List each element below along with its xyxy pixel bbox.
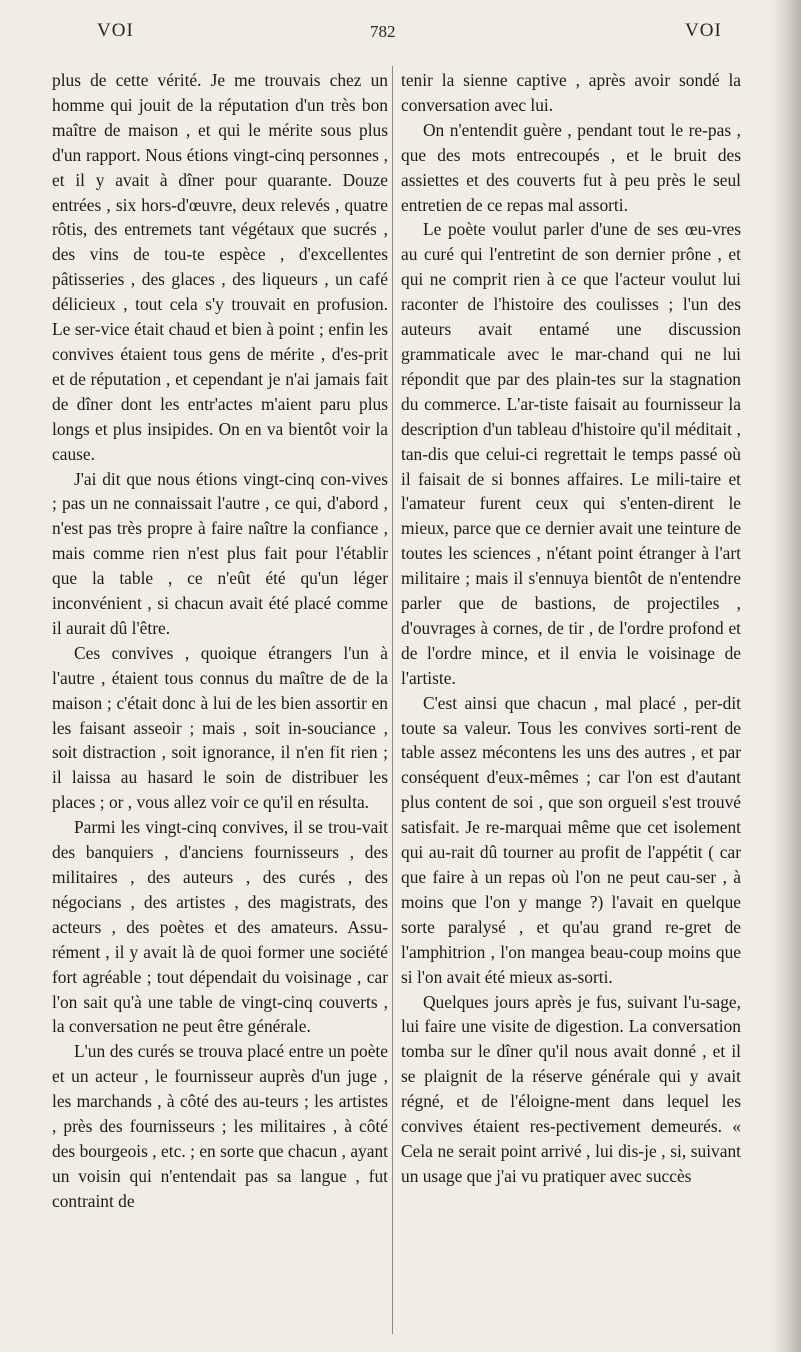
paragraph: tenir la sienne captive , après avoir sondé la conversation avec lui.	[401, 70, 741, 115]
header-left-word: VOI	[97, 20, 134, 41]
right-column	[401, 68, 741, 1189]
paragraph: Ces convives , quoique étrangers l'un à l'autre , étaient tous connus du maître de de la maison ; c'était donc à lui de les bien assortir en les faisant asseoir ; mais , soit in-souciance , soit distraction , soit ignorance, il n'en fit rien ; il laissa au hasard le soin de distribuer les places ; or , vous allez voir ce qu'il en résulta.	[52, 642, 388, 813]
left-column	[52, 68, 388, 1214]
paragraph: C'est ainsi que chacun , mal placé , per-dit toute sa valeur. Tous les convives sorti-rent de table assez mécontens les uns des autres , et par conséquent d'eux-mêmes ; car l'on est d'autant plus content de soi , que son orgueil s'est trouvé satisfait. Je re-marquai même que cet isolement qui au-rait dû tourner au profit de l'appétit ( car que faire à un repas où l'on ne peut cau-ser , à moins que l'on y mange ?) l'avait en quelque sorte paralysé , et qu'au grand re-gret de l'amphitrion , l'on mangea beau-coup moins que si l'on avait été mieux as-sorti.	[401, 692, 741, 987]
paragraph: L'un des curés se trouva placé entre un poète et un acteur , le fournisseur auprès d'un juge , les marchands , à côté des au-teurs ; les artistes , près des fournisseurs ; les militaires , à côté des bourgeois , etc. ; en sorte que chacun , ayant un voisin qui n'entendait pas sa langue , fut contraint de	[52, 1041, 388, 1211]
column-divider	[392, 66, 393, 1334]
header-right-word: VOI	[685, 20, 722, 41]
paragraph: Quelques jours après je fus, suivant l'u-sage, lui faire une visite de digestion. La conversation tomba sur le dîner qu'il nous avait donné , et il se plaignit de la réserve générale qui y avait régné, et de l'éloigne-ment dans lequel les convives étaient res-pectivement demeurés. « Cela ne serait point arrivé , lui dis-je , si, suivant un usage que j'ai vu pratiquer avec succès	[401, 991, 741, 1186]
paragraph: plus de cette vérité. Je me trouvais chez un homme qui jouit de la réputation d'un très bon maître de maison , et qui le mérite sous plus d'un rapport. Nous étions vingt-cinq personnes , et il y avait à dîner pour quarante. Douze entrées , six hors-d'œuvre, deux relevés , quatre rôtis, des entremets tant végétaux que sucrés , des vins de tou-te espèce , d'excellentes pâtisseries , des glaces , des liqueurs , un café délicieux , tout cela s'y trouvait en profusion. Le ser-vice était chaud et bien à point ; enfin les convives étaient tous gens de mérite , d'es-prit et de réputation , et cependant je n'ai jamais fait de dîner dont les entr'actes m'aient paru plus longs et plus insipides. On en va bientôt voir la cause.	[52, 70, 388, 464]
paragraph: On n'entendit guère , pendant tout le re-pas , que des mots entrecoupés , et le bruit des assiettes et des couverts fut à peu près le seul entretien de ce repas mal assorti.	[401, 119, 741, 215]
page-edge-shadow	[771, 0, 801, 1352]
page-number: 782	[370, 22, 396, 41]
paragraph: J'ai dit que nous étions vingt-cinq con-vives ; pas un ne connaissait l'autre , ce qui, d'abord , n'est pas très propre à faire naître la confiance , mais comme rien n'est plus fait pour l'établir que la table , ce n'eût été qu'un léger inconvénient , si chacun avait été placé comme il aurait dû l'être.	[52, 468, 388, 638]
paragraph: Le poète voulut parler d'une de ses œu-vres au curé qui l'entretint de son dernier prône , et qui ne comprit rien à ce que l'acteur voulut lui raconter de l'histoire des coulisses ; l'un des auteurs avait entamé une discussion grammaticale avec le mar-chand qui ne lui répondit que par des plain-tes sur la stagnation du commerce. L'ar-tiste faisait au fournisseur la description d'un tableau d'histoire qu'il méditait , tan-dis que celui-ci regrettait le temps passé où il faisait de si bonnes affaires. Le mili-taire et l'amateur furent ceux qui s'enten-dirent le mieux, parce que ce dernier avait une teinture de toutes les sciences , n'étant point étranger à l'art militaire ; mais il s'ennuya bientôt de n'entendre parler que de bastions, de projectiles , d'ouvrages à cornes, de tir , de l'ordre profond et de l'ordre mince, et il envia le voisinage de l'artiste.	[401, 219, 741, 688]
running-header	[0, 6, 770, 46]
paragraph: Parmi les vingt-cinq convives, il se trou-vait des banquiers , d'anciens fournisseurs , des militaires , des auteurs , des curés , des négocians , des artistes , des magistrats, des acteurs , des poètes et des amateurs. Assu-rément , il y avait là de quoi former une société fort agréable ; tout dépendait du voisinage , car l'on sait qu'à une table de vingt-cinq couverts , la conversation ne peut être générale.	[52, 817, 388, 1037]
